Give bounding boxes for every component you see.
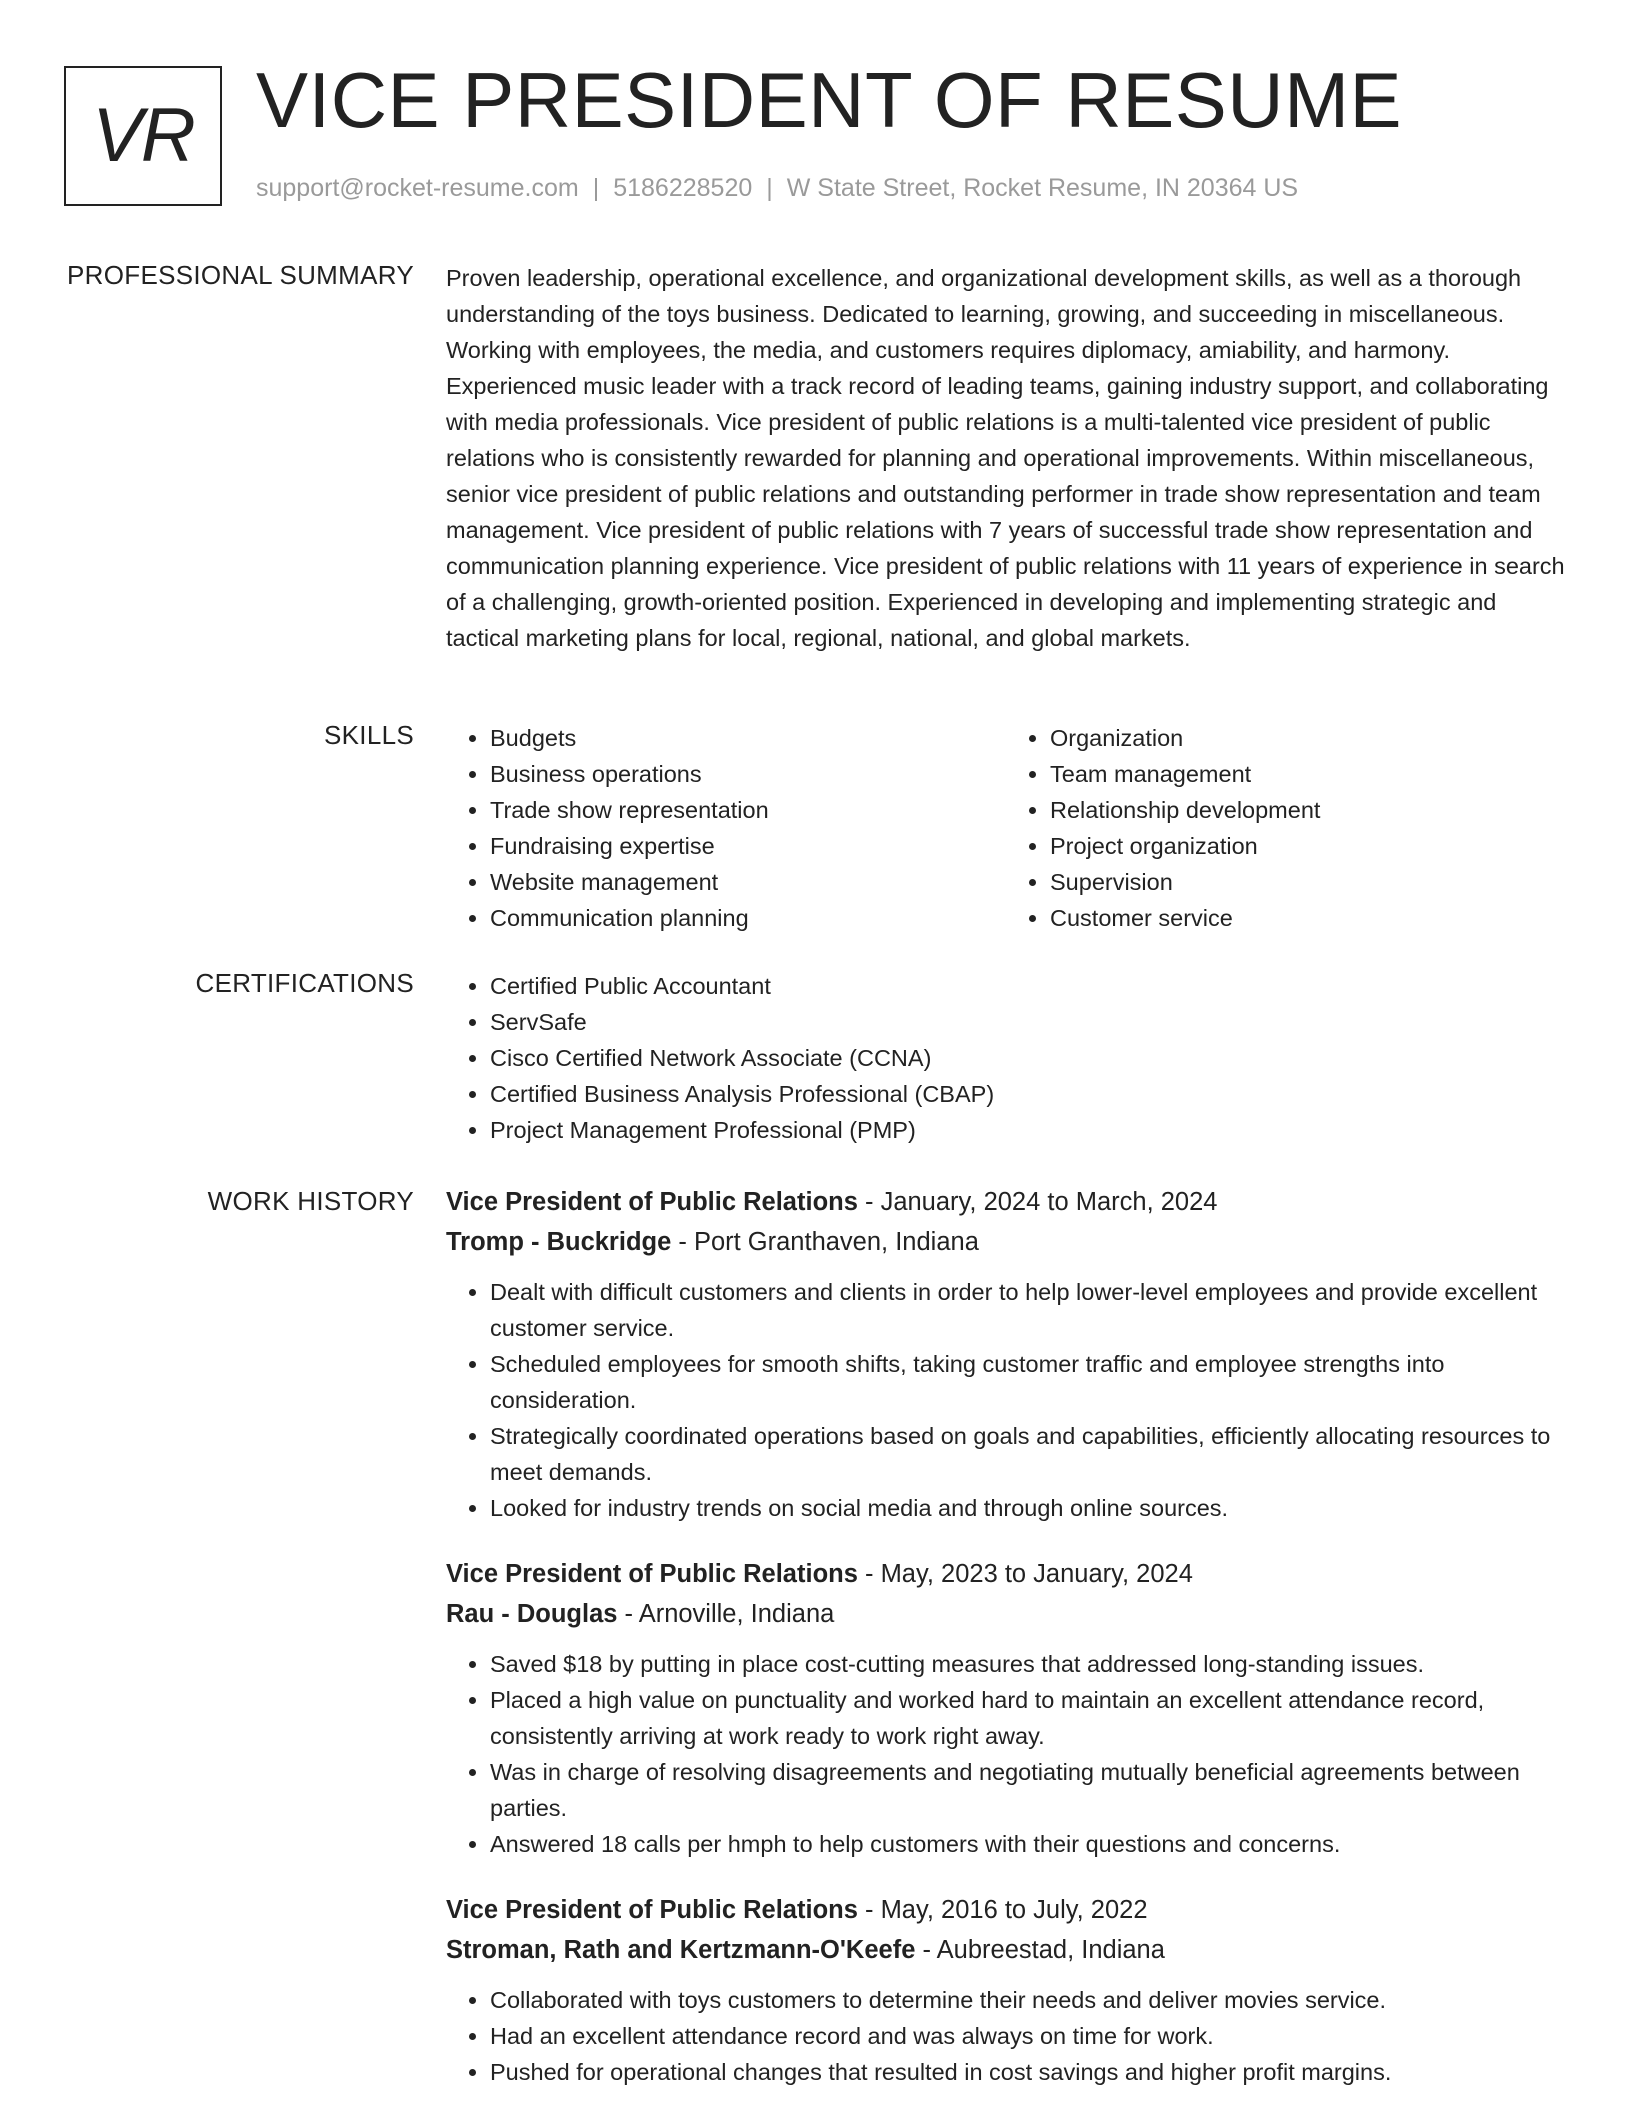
certifications-body bbox=[446, 968, 1566, 1148]
job-company-line bbox=[446, 1930, 1566, 1970]
job-bullet: • Looked for industry trends on social media and through online sources. bbox=[490, 1490, 1566, 1526]
contact-address: W State Street, Rocket Resume, IN 20364 US bbox=[786, 174, 1299, 202]
skill-item: • Team management bbox=[1050, 756, 1566, 792]
skill-item: • Supervision bbox=[1050, 864, 1566, 900]
skill-item: • Communication planning bbox=[490, 900, 1006, 936]
contact-phone[interactable]: 5186228520 bbox=[613, 174, 753, 202]
skill-item: • Budgets bbox=[490, 720, 1006, 756]
job-entry bbox=[446, 1554, 1566, 1862]
certification-item: • ServSafe bbox=[490, 1004, 1566, 1040]
job-title: Vice President of Public Relations bbox=[446, 1188, 858, 1216]
job-company: Rau - Douglas bbox=[446, 1600, 618, 1628]
job-title-line bbox=[446, 1890, 1566, 1930]
job-bullet: • Answered 18 calls per hmph to help customers with their questions and concerns. bbox=[490, 1826, 1566, 1862]
job-company: Tromp - Buckridge bbox=[446, 1228, 672, 1256]
job-location: - Arnoville, Indiana bbox=[617, 1600, 835, 1628]
job-bullets bbox=[446, 1982, 1566, 2090]
certification-item: • Certified Business Analysis Professional (CBAP) bbox=[490, 1076, 1566, 1112]
job-dates: - May, 2016 to July, 2022 bbox=[857, 1896, 1148, 1924]
job-bullet: • Scheduled employees for smooth shifts, taking customer traffic and employee strengths into consideration. bbox=[490, 1346, 1566, 1418]
certification-item: • Cisco Certified Network Associate (CCNA) bbox=[490, 1040, 1566, 1076]
job-location: - Aubreestad, Indiana bbox=[915, 1936, 1165, 1964]
job-title: Vice President of Public Relations bbox=[446, 1560, 858, 1588]
certification-item: • Certified Public Accountant bbox=[490, 968, 1566, 1004]
job-title: Vice President of Public Relations bbox=[446, 1896, 858, 1924]
job-bullet: • Collaborated with toys customers to determine their needs and deliver movies service. bbox=[490, 1982, 1566, 2018]
certification-item: • Project Management Professional (PMP) bbox=[490, 1112, 1566, 1148]
job-bullet: • Had an excellent attendance record and was always on time for work. bbox=[490, 2018, 1566, 2054]
section-label-summary: PROFESSIONAL SUMMARY bbox=[67, 260, 414, 290]
contact-separator: | bbox=[766, 174, 773, 202]
contact-email[interactable]: support@rocket-resume.com bbox=[256, 174, 579, 202]
job-bullet: • Placed a high value on punctuality and worked hard to maintain an excellent attendance record, consistently arriving at work ready to work right away. bbox=[490, 1682, 1566, 1754]
certifications-list bbox=[446, 968, 1566, 1148]
job-bullet: • Saved $18 by putting in place cost-cutting measures that addressed long-standing issues. bbox=[490, 1646, 1566, 1682]
job-company-line bbox=[446, 1594, 1566, 1634]
skill-item: • Website management bbox=[490, 864, 1006, 900]
skills-list-right bbox=[1006, 720, 1566, 936]
monogram-initials: VR bbox=[92, 93, 194, 178]
work-history-body bbox=[446, 1182, 1566, 2118]
skills-list-left bbox=[446, 720, 1006, 936]
skill-item: • Relationship development bbox=[1050, 792, 1566, 828]
job-entry bbox=[446, 1890, 1566, 2090]
job-company-line bbox=[446, 1222, 1566, 1262]
skill-item: • Customer service bbox=[1050, 900, 1566, 936]
skills-body bbox=[446, 720, 1566, 936]
summary-text: Proven leadership, operational excellence, and organizational development skills, as well as a thorough understanding of the toys business. Dedicated to learning, growing, and succeeding in miscellaneous. Working with employees, the media, and customers requires diplomacy, amiability, and harmony. Experienced music leader with a track record of leading teams, gaining industry support, and collaborating with media professionals. Vice president of public relations is a multi-talented vice president of public relations who is consistently rewarded for planning and operational improvements. Within miscellaneous, senior vice president of public relations and outstanding performer in trade show representation and team management. Vice president of public relations with 7 years of successful trade show representation and communication planning experience. Vice president of public relations with 11 years of experience in search of a challenging, growth-oriented position. Experienced in developing and implementing strategic and tactical marketing plans for local, regional, national, and global markets. bbox=[446, 265, 1565, 651]
job-title-line bbox=[446, 1182, 1566, 1222]
skill-item: • Trade show representation bbox=[490, 792, 1006, 828]
job-dates: - January, 2024 to March, 2024 bbox=[857, 1188, 1218, 1216]
skill-item: • Fundraising expertise bbox=[490, 828, 1006, 864]
section-label-skills: SKILLS bbox=[324, 720, 414, 750]
job-bullet: • Strategically coordinated operations based on goals and capabilities, efficiently allocating resources to meet demands. bbox=[490, 1418, 1566, 1490]
section-label-work-history: WORK HISTORY bbox=[207, 1186, 414, 1216]
job-bullet: • Dealt with difficult customers and clients in order to help lower-level employees and provide excellent customer service. bbox=[490, 1274, 1566, 1346]
monogram-badge bbox=[64, 66, 222, 206]
contact-separator: | bbox=[592, 174, 600, 202]
contact-line bbox=[256, 174, 1298, 203]
job-entry bbox=[446, 1182, 1566, 1526]
job-bullet: • Pushed for operational changes that resulted in cost savings and higher profit margins. bbox=[490, 2054, 1566, 2090]
summary-body bbox=[446, 260, 1566, 656]
resume-name: VICE PRESIDENT OF RESUME bbox=[256, 56, 1403, 144]
job-bullet: • Was in charge of resolving disagreements and negotiating mutually beneficial agreements between parties. bbox=[490, 1754, 1566, 1826]
job-bullets bbox=[446, 1646, 1566, 1862]
skill-item: • Business operations bbox=[490, 756, 1006, 792]
section-label-certifications: CERTIFICATIONS bbox=[195, 968, 414, 998]
skill-item: • Organization bbox=[1050, 720, 1566, 756]
job-dates: - May, 2023 to January, 2024 bbox=[857, 1560, 1193, 1588]
job-title-line bbox=[446, 1554, 1566, 1594]
skill-item: • Project organization bbox=[1050, 828, 1566, 864]
job-company: Stroman, Rath and Kertzmann-O'Keefe bbox=[446, 1936, 916, 1964]
job-bullets bbox=[446, 1274, 1566, 1526]
job-location: - Port Granthaven, Indiana bbox=[671, 1228, 979, 1256]
